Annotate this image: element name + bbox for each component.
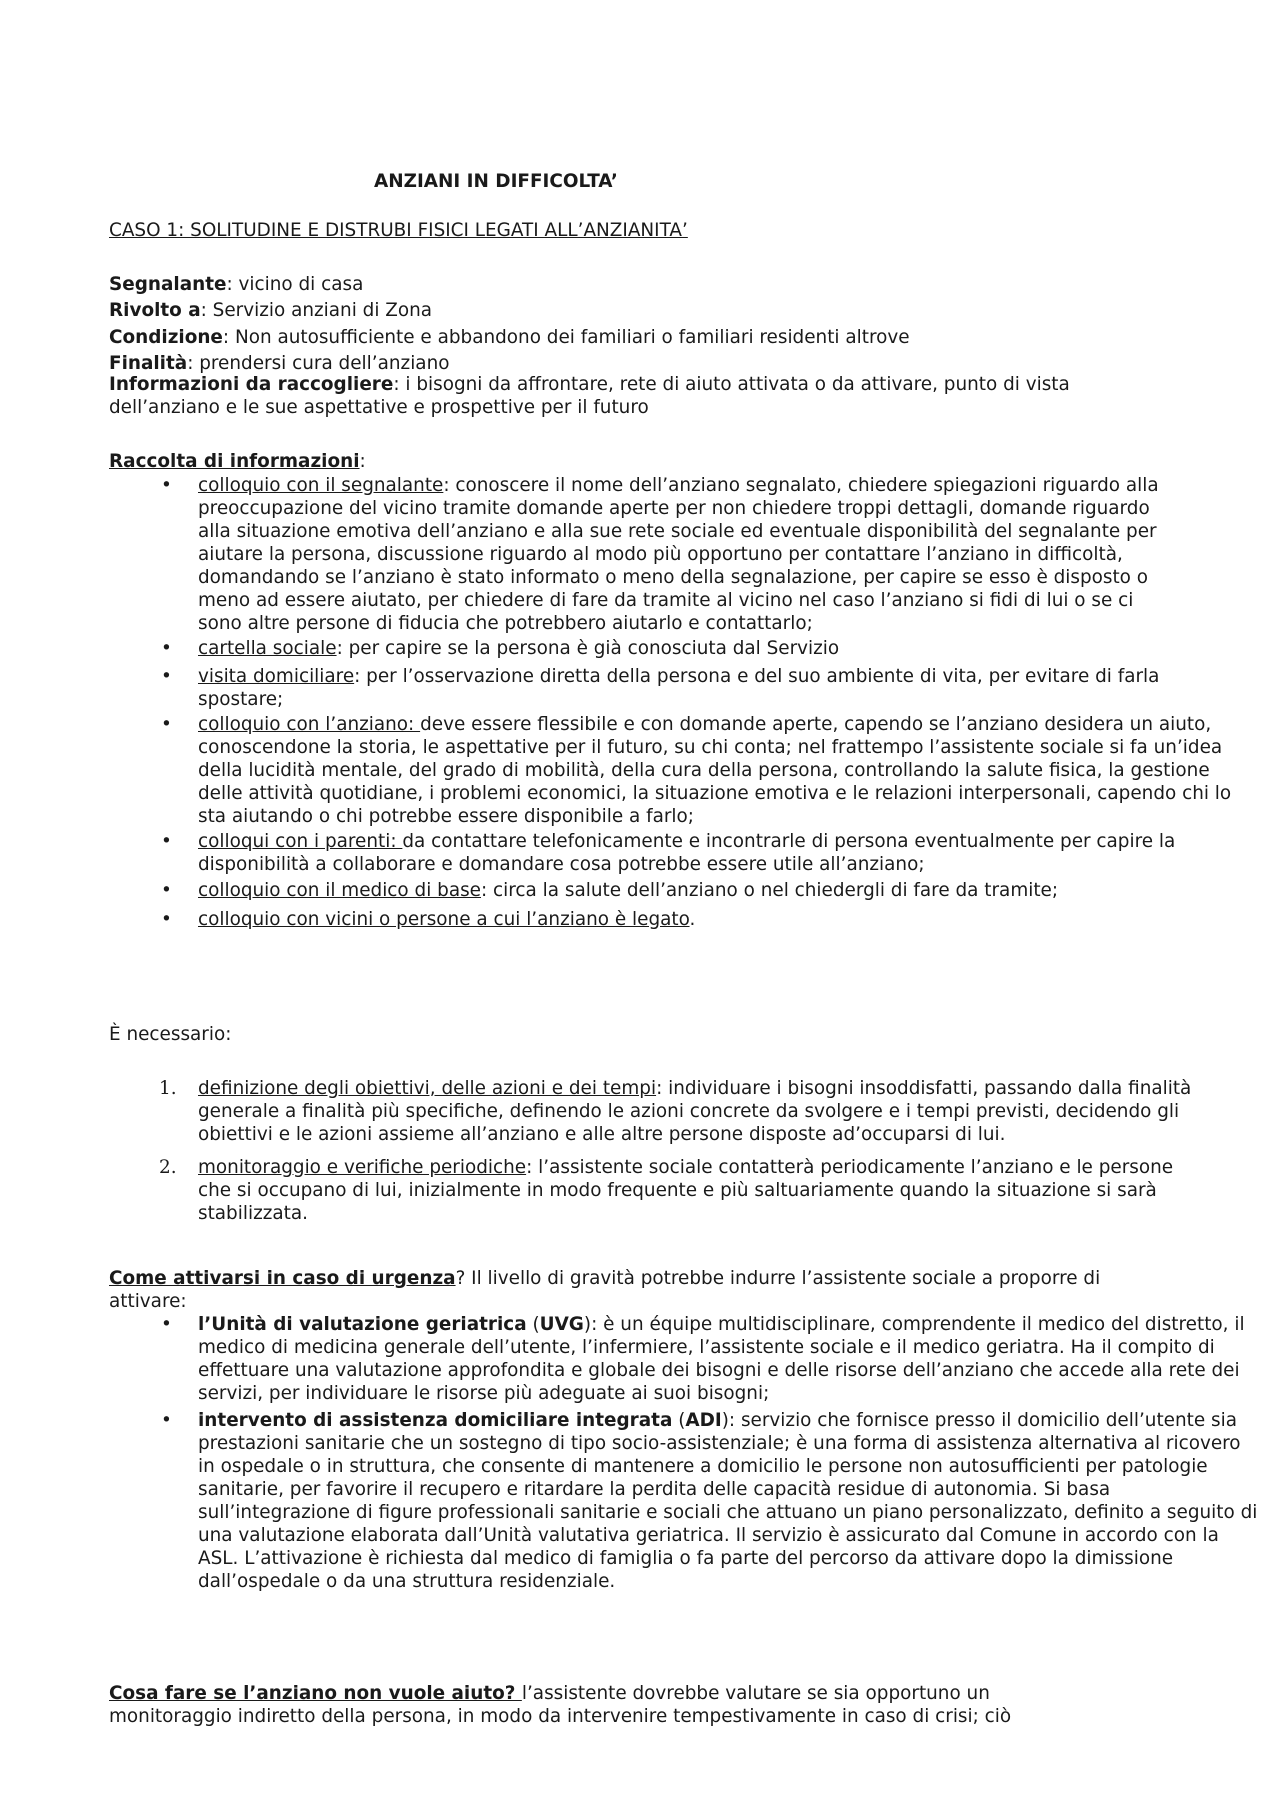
bullet-icon: • [161,1314,172,1335]
case-heading: CASO 1: SOLITUDINE E DISTRUBI FISICI LEGATI ALL’ANZIANITA’ [109,220,688,241]
field-finalita: Finalità: prendersi cura dell’anziano [109,353,450,374]
list-item: • colloquio con il medico di base: circa la salute dell’anziano o nel chiedergli di fare da tramite; [161,880,1059,901]
list-item: • visita domiciliare: per l’osservazione diretta della persona e del suo ambiente di vita, per evitare di farla spostare; [161,666,1160,710]
bullet-icon: • [161,1410,172,1431]
necessario-list [109,1077,1192,1225]
list-item: 1. definizione degli obiettivi, delle azioni e dei tempi: individuare i bisogni insoddisfatti, passando dalla finalità generale a finalità più specifiche, definendo le azioni concrete da svolgere e i tempi previsti, decidendo gli obiettivi e le azioni assieme all’anziano e alle altre persone disposte ad’occuparsi di lui. [159,1078,1192,1145]
urgenza-intro: Come attivarsi in caso di urgenza? Il livello di gravità potrebbe indurre l’assistente sociale a proporre di attivare: [109,1268,1101,1312]
list-item: • colloquio con l’anziano: deve essere flessibile e con domande aperte, capendo se l’anziano desidera un aiuto, conoscendone la storia, le aspettative per il futuro, su chi conta; nel frattempo l’assistente sociale si fa un’idea della lucidità mentale, del grado di mobilità, della cura della persona, controllando la salute fisica, la gestione delle attività quotidiane, i problemi economici, la situazione emotiva e le relazioni interpersonali, capendo chi lo sta aiutando o chi potrebbe essere disponibile a farlo; [161,714,1232,827]
case-fields [109,273,1129,419]
urgenza-list [109,1313,1258,1593]
raccolta-heading: Raccolta di informazioni: [109,451,366,472]
field-informazioni: Informazioni da raccogliere: i bisogni da affrontare, rete di aiuto attivata o da attivare, punto di vista dell’anziano e le sue aspettative e prospettive per il futuro [109,374,1070,418]
list-item: • cartella sociale: per capire se la persona è già conosciuta dal Servizio [161,638,840,659]
list-item: • colloquio con vicini o persone a cui l’anziano è legato. [161,909,696,930]
list-item: • l’Unità di valutazione geriatrica (UVG): è un équipe multidisciplinare, comprendente il medico del distretto, il medico di medicina generale dell’utente, l’infermiere, l’assistente sociale e il medico geriatra. Ha il compito di effettuare una valutazione approfondita e globale dei bisogni e delle risorse dell’anziano che accede alla rete dei servizi, per individuare le risorse più adeguate ai suoi bisogni; [161,1314,1245,1404]
bullet-icon: • [161,666,172,687]
bullet-icon: • [161,880,172,901]
bullet-icon: • [161,638,172,659]
necessario-intro: È necessario: [109,1024,232,1045]
list-item: • colloquio con il segnalante: conoscere il nome dell’anziano segnalato, chiedere spiegazioni riguardo alla preoccupazione del vicino tramite domande aperte per non chiedere troppi dettagli, domande riguardo alla situazione emotiva dell’anziano e alla sue rete sociale ed eventuale disponibilità del segnalante per aiutare la persona, discussione riguardo al modo più opportuno per contattare l’anziano in difficoltà, domandando se l’anziano è stato informato o meno della segnalazione, per capire se esso è disposto o meno ad essere aiutato, per chiedere di fare da tramite al vicino nel caso l’anziano si fidi di lui o se ci sono altre persone di fiducia che potrebbero aiutarlo e contattarlo; [161,475,1159,634]
non-vuole-paragraph: Cosa fare se l’anziano non vuole aiuto? l’assistente dovrebbe valutare se sia opportuno un monitoraggio indiretto della persona, in modo da intervenire tempestivamente in caso di crisi; ciò [109,1683,1012,1727]
bullet-icon: • [161,714,172,735]
raccolta-section [109,450,1232,931]
list-item: 2. monitoraggio e verifiche periodiche: l’assistente sociale contatterà periodicamente l’anziano e le persone che si occupano di lui, inizialmente in modo frequente e più saltuariamente quando la situazione si sarà stabilizzata. [159,1157,1174,1224]
bullet-icon: • [161,831,172,852]
bullet-icon: • [161,909,172,930]
field-rivolto: Rivolto a: Servizio anziani di Zona [109,300,433,321]
bullet-icon: • [161,475,172,496]
field-condizione: Condizione: Non autosufficiente e abbandono dei familiari o familiari residenti altrove [109,327,910,348]
list-item: • intervento di assistenza domiciliare integrata (ADI): servizio che fornisce presso il domicilio dell’utente sia prestazioni sanitarie che un sostegno di tipo socio-assistenziale; è una forma di assistenza alternativa al ricovero in ospedale o in struttura, che consente di mantenere a domicilio le persone non autosufficienti per patologie sanitarie, per favorire il recupero e ritardare la perdita delle capacità residue di autonomia. Si basa sull’integrazione di figure professionali sanitarie e sociali che attuano un piano personalizzato, definito a seguito di una valutazione elaborata dall’Unità valutativa geriatrica. Il servizio è assicurato dal Comune in accordo con la ASL. L’attivazione è richiesta dal medico di famiglia o fa parte del percorso da attivare dopo la dimissione dall’ospedale o da una struttura residenziale. [161,1410,1258,1592]
raccolta-list [109,474,1232,931]
urgenza-section [109,1267,1258,1593]
list-item: • colloqui con i parenti: da contattare telefonicamente e incontrarle di persona eventualmente per capire la disponibilità a collaborare e domandare cosa potrebbe essere utile all’anziano; [161,831,1176,875]
field-segnalante: Segnalante: vicino di casa [109,274,364,295]
document-title: ANZIANI IN DIFFICOLTA’ [374,171,618,192]
non-vuole-section [109,1682,1109,1728]
necessario-section [109,1077,1192,1225]
